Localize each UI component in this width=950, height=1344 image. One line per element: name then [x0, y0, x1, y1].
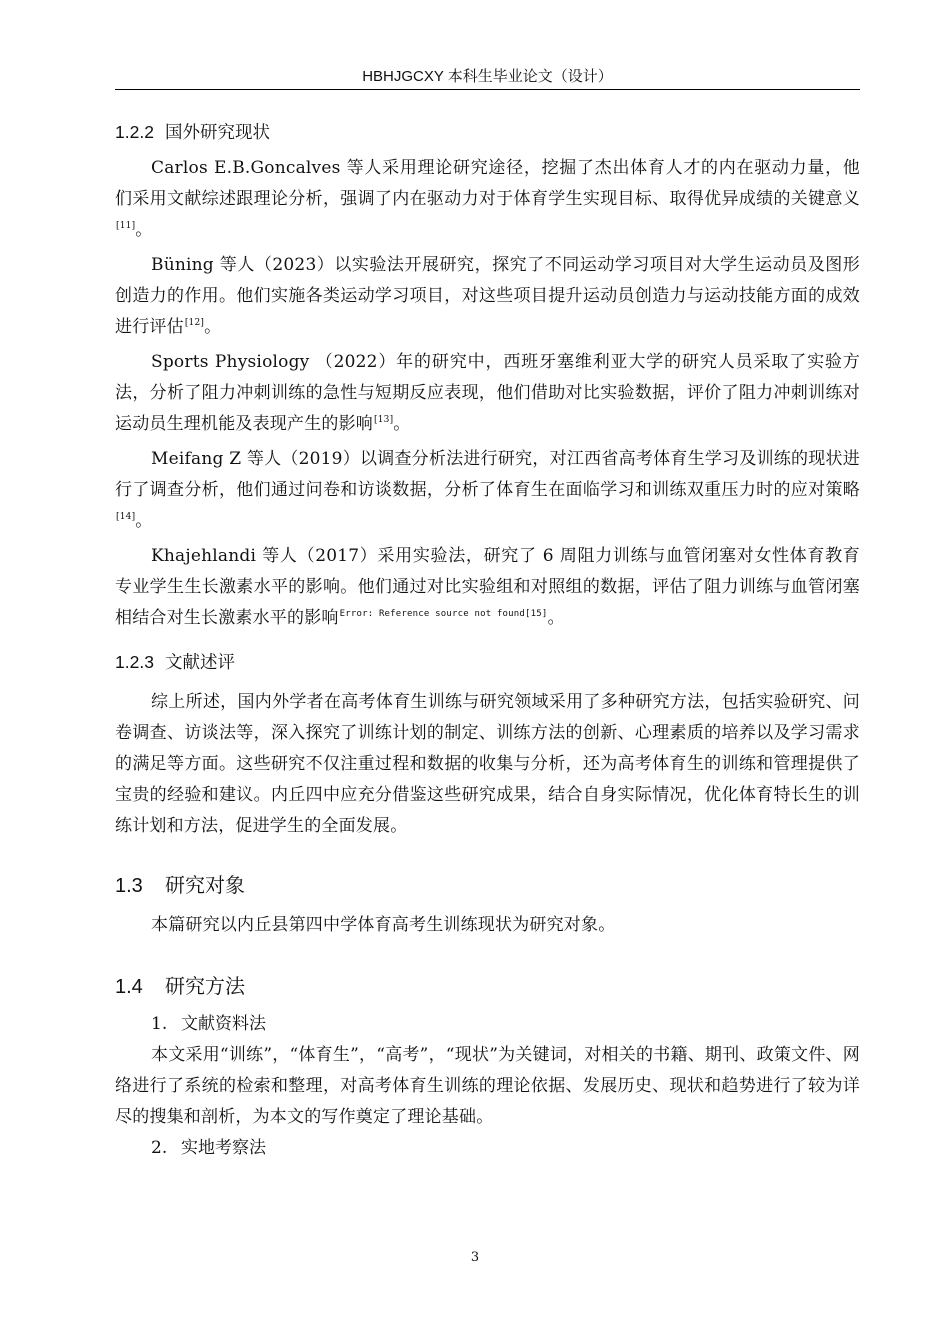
section-title: 国外研究现状	[165, 122, 270, 142]
list-number: 2.	[151, 1138, 168, 1158]
paragraph-literature-method: 本文采用“训练”，“体育生”，“高考”，“现状”为关键词，对相关的书籍、期刊、政策文件、网络进行了系统的检索和整理，对高考体育生训练的理论依据、发展历史、现状和趋势进行了较为详尽的搜集和剖析，为本文的写作奠定了理论基础。	[115, 1045, 860, 1127]
method-item-literature	[115, 1009, 860, 1040]
citation: [13]	[374, 415, 394, 425]
paragraph-review: 综上所述，国内外学者在高考体育生训练与研究领域采用了多种研究方法，包括实验研究、问卷调查、访谈法等，深入探究了训练计划的制定、训练方法的创新、心理素质的培养以及学习需求的满足等方面。这些研究不仅注重过程和数据的收集与分析，还为高考体育生的训练和管理提供了宝贵的经验和建议。内丘四中应充分借鉴这些研究成果，结合自身实际情况，优化体育特长生的训练计划和方法，促进学生的全面发展。	[115, 692, 860, 836]
paragraph-research-object: 本篇研究以内丘县第四中学体育高考生训练现状为研究对象。	[151, 915, 616, 935]
citation: [14]	[116, 512, 136, 522]
method-item-fieldwork	[115, 1133, 860, 1164]
paragraph-carlos: Carlos E.B.Goncalves 等人采用理论研究途径，挖掘了杰出体育人才的内在驱动力量，他们采用文献综述跟理论分析，强调了内在驱动力对于体育学生实现目标、取得优异成绩的关键意义[11]。	[115, 158, 860, 240]
section-number: 1.3	[115, 875, 143, 897]
page-content	[115, 116, 860, 1164]
section-title: 文献述评	[165, 652, 235, 672]
paragraph-khajehlandi: Khajehlandi 等人（2017）采用实验法，研究了 6 周阻力训练与血管闭塞对女性体育教育专业学生生长激素水平的影响。他们通过对比实验组和对照组的数据，评估了阻力训练与血管闭塞相结合对生长激素水平的影响$^{Error: Reference source not found[15]}$。	[115, 546, 860, 628]
list-label: 文献资料法	[181, 1014, 266, 1034]
citation: [11]	[116, 221, 136, 231]
paragraph-buning: Büning 等人（2023）以实验法开展研究，探究了不同运动学习项目对大学生运动员及图形创造力的作用。他们实施各类运动学习项目，对这些项目提升运动员创造力与运动技能方面的成效进行评估[12]。	[115, 255, 860, 337]
citation-error: Error: Reference source not found[15]	[339, 609, 548, 619]
section-heading-1-4	[115, 969, 860, 1005]
section-number: 1.2.2	[115, 122, 154, 142]
page-header: HBHJGCXY 本科生毕业论文（设计）	[362, 68, 613, 85]
citation: [12]	[184, 318, 205, 328]
list-number: 1.	[151, 1014, 168, 1034]
paragraph-sports-physiology: Sports Physiology （2022）年的研究中，西班牙塞维利亚大学的研究人员采取了实验方法，分析了阻力冲刺训练的急性与短期反应表现，他们借助对比实验数据，评价了阻力冲刺训练对运动员生理机能及表现产生的影响[13]。	[115, 352, 860, 434]
section-heading-1-2-2	[115, 116, 860, 148]
section-title: 研究对象	[165, 875, 245, 897]
section-heading-1-3	[115, 868, 860, 904]
section-title: 研究方法	[165, 976, 245, 998]
paragraph-meifang: Meifang Z 等人（2019）以调查分析法进行研究，对江西省高考体育生学习及训练的现状进行了调查分析，他们通过问卷和访谈数据，分析了体育生在面临学习和训练双重压力时的应对策略[14]。	[115, 449, 860, 531]
section-heading-1-2-3	[115, 646, 860, 678]
list-label: 实地考察法	[181, 1138, 266, 1158]
header-rule	[115, 89, 860, 90]
section-number: 1.4	[115, 976, 143, 998]
page-number: 3	[470, 1250, 480, 1265]
section-number: 1.2.3	[115, 652, 154, 672]
